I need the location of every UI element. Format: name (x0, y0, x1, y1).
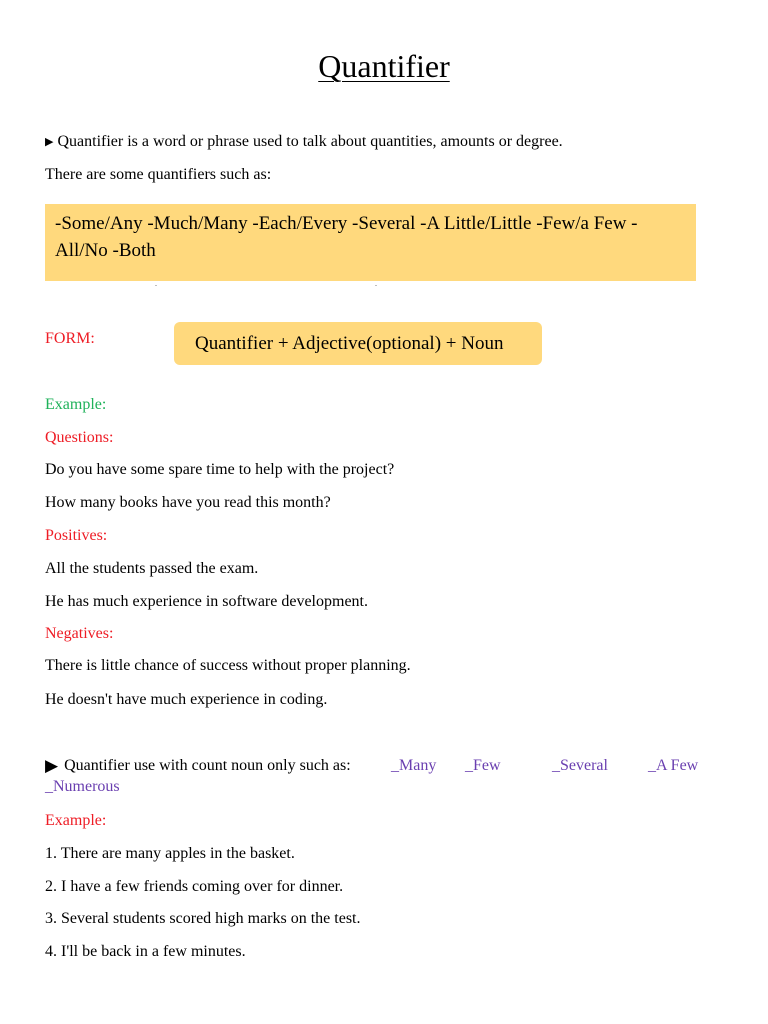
positive-sentence-2: He has much experience in software development. (45, 593, 368, 610)
count-noun-lead: Quantifier use with count noun only such as: (64, 757, 351, 774)
definition-line (45, 132, 563, 152)
count-example-1: 1. There are many apples in the basket. (45, 845, 295, 862)
negative-sentence-2: He doesn't have much experience in coding. (45, 691, 328, 708)
questions-label: Questions: (45, 429, 114, 446)
form-formula-box (174, 322, 542, 365)
count-item-numerous: _Numerous (45, 778, 120, 795)
page-title: Quantifier (318, 48, 450, 84)
count-item-several: _Several (552, 757, 608, 774)
negative-sentence-1: There is little chance of success without proper planning. (45, 657, 411, 674)
quantifier-list-text: -Some/Any -Much/Many -Each/Every -Several -A Little/Little -Few/a Few -All/No -Both (55, 213, 638, 261)
definition-text: Quantifier is a word or phrase used to talk about quantities, amounts or degree. (57, 133, 563, 150)
question-sentence-1: Do you have some spare time to help with the project? (45, 461, 395, 478)
count-example-3: 3. Several students scored high marks on the test. (45, 910, 361, 927)
count-example-label: Example: (45, 812, 107, 829)
quantifier-list-box (45, 204, 696, 288)
bullet-triangle-icon: ▶ (45, 756, 59, 775)
example-heading: Example: (45, 396, 107, 413)
count-item-a-few: _A Few (648, 757, 699, 774)
negatives-label: Negatives: (45, 625, 114, 642)
positives-label: Positives: (45, 527, 108, 544)
count-item-many: _Many (391, 757, 437, 774)
bullet-triangle-icon: ▶ (45, 136, 54, 148)
count-noun-line (45, 756, 351, 776)
lead-in-text: There are some quantifiers such as: (45, 166, 272, 183)
count-item-few: _Few (465, 757, 501, 774)
form-label: FORM: (45, 330, 95, 347)
count-example-2: 2. I have a few friends coming over for dinner. (45, 878, 344, 895)
positive-sentence-1: All the students passed the exam. (45, 560, 259, 577)
count-example-4: 4. I'll be back in a few minutes. (45, 943, 246, 960)
trailing-marks: . . (155, 279, 485, 288)
form-formula-text: Quantifier + Adjective(optional) + Noun (195, 333, 504, 354)
question-sentence-2: How many books have you read this month? (45, 494, 331, 511)
